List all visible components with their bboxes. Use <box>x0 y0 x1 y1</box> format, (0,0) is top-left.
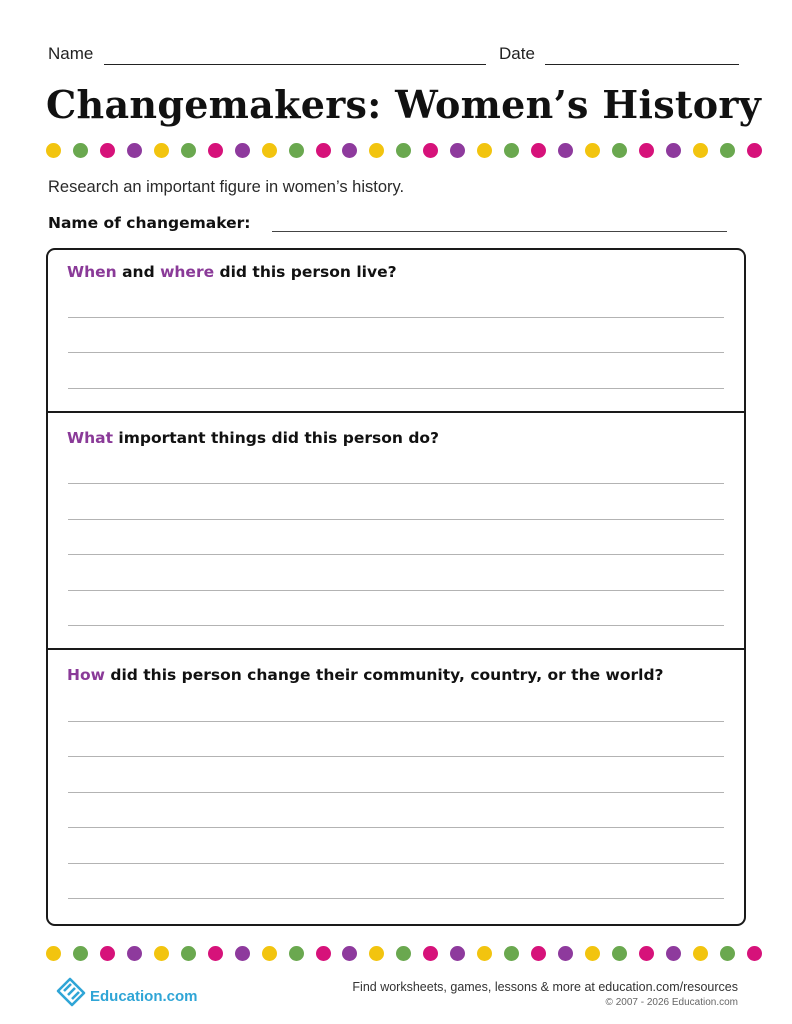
decorative-dot <box>558 946 573 961</box>
decorative-dot <box>73 946 88 961</box>
decorative-dot <box>127 946 142 961</box>
decorative-dot <box>127 143 142 158</box>
answer-line[interactable] <box>68 625 724 626</box>
decorative-dot <box>154 143 169 158</box>
education-logo-text: Education.com <box>90 988 198 1005</box>
answer-line[interactable] <box>68 827 724 828</box>
decorative-dots-bottom <box>46 946 748 962</box>
decorative-dot <box>73 143 88 158</box>
decorative-dot <box>720 143 735 158</box>
section-divider <box>48 648 744 650</box>
answer-line[interactable] <box>68 721 724 722</box>
decorative-dot <box>531 946 546 961</box>
answer-line[interactable] <box>68 863 724 864</box>
page-title: Changemakers: Women’s History <box>46 82 762 127</box>
answer-line[interactable] <box>68 590 724 591</box>
decorative-dot <box>369 143 384 158</box>
decorative-dot <box>477 946 492 961</box>
answer-line[interactable] <box>68 352 724 353</box>
changemaker-label: Name of changemaker: <box>48 214 251 232</box>
decorative-dot <box>100 143 115 158</box>
name-label: Name <box>48 44 94 63</box>
decorative-dot <box>289 946 304 961</box>
decorative-dot <box>342 946 357 961</box>
decorative-dot <box>289 143 304 158</box>
question-text: important things did this person do? <box>113 429 440 447</box>
decorative-dot <box>46 143 61 158</box>
decorative-dot <box>235 143 250 158</box>
question-highlight: How <box>67 666 105 684</box>
decorative-dot <box>720 946 735 961</box>
answer-line[interactable] <box>68 898 724 899</box>
decorative-dot <box>342 143 357 158</box>
question-text: did this person live? <box>214 263 397 281</box>
decorative-dot <box>585 946 600 961</box>
answer-line[interactable] <box>68 554 724 555</box>
answer-line[interactable] <box>68 388 724 389</box>
question-text: and <box>116 263 161 281</box>
section-divider <box>48 411 744 413</box>
decorative-dot <box>423 946 438 961</box>
decorative-dot <box>477 143 492 158</box>
decorative-dot <box>639 946 654 961</box>
changemaker-field-line[interactable] <box>272 231 727 232</box>
decorative-dot <box>316 143 331 158</box>
answer-line[interactable] <box>68 483 724 484</box>
intro-text: Research an important figure in women’s history. <box>48 178 405 196</box>
question-text: did this person change their community, country, or the world? <box>104 666 664 684</box>
decorative-dot <box>423 143 438 158</box>
date-field-line[interactable] <box>545 64 739 65</box>
decorative-dot <box>666 946 681 961</box>
footer-copyright: © 2007 - 2026 Education.com <box>605 997 738 1008</box>
decorative-dot <box>504 946 519 961</box>
decorative-dot <box>154 946 169 961</box>
decorative-dot <box>585 143 600 158</box>
decorative-dot <box>262 946 277 961</box>
decorative-dot <box>612 143 627 158</box>
decorative-dot <box>693 143 708 158</box>
question-highlight: What <box>67 429 114 447</box>
decorative-dot <box>262 143 277 158</box>
decorative-dot <box>181 946 196 961</box>
decorative-dot <box>235 946 250 961</box>
decorative-dot <box>747 946 762 961</box>
decorative-dot <box>612 946 627 961</box>
decorative-dot <box>639 143 654 158</box>
decorative-dot <box>693 946 708 961</box>
name-field-line[interactable] <box>104 64 486 65</box>
decorative-dot <box>208 143 223 158</box>
decorative-dot <box>396 946 411 961</box>
decorative-dot <box>181 143 196 158</box>
question-highlight: When <box>67 263 117 281</box>
answer-line[interactable] <box>68 317 724 318</box>
decorative-dot <box>747 143 762 158</box>
decorative-dot <box>531 143 546 158</box>
question-box <box>46 248 746 926</box>
question-how <box>67 666 664 684</box>
decorative-dot <box>666 143 681 158</box>
answer-line[interactable] <box>68 519 724 520</box>
decorative-dot <box>46 946 61 961</box>
name-date-row <box>48 44 748 68</box>
decorative-dot <box>504 143 519 158</box>
decorative-dot <box>450 946 465 961</box>
answer-line[interactable] <box>68 792 724 793</box>
decorative-dot <box>100 946 115 961</box>
decorative-dot <box>369 946 384 961</box>
decorative-dot <box>316 946 331 961</box>
decorative-dot <box>396 143 411 158</box>
footer-resources-text: Find worksheets, games, lessons & more at education.com/resources <box>352 980 738 994</box>
date-label: Date <box>499 44 535 63</box>
question-what <box>67 429 439 447</box>
decorative-dot <box>208 946 223 961</box>
decorative-dot <box>558 143 573 158</box>
question-when-where <box>67 263 397 281</box>
education-logo-icon <box>54 973 88 1007</box>
answer-line[interactable] <box>68 756 724 757</box>
decorative-dots-top <box>46 143 748 159</box>
decorative-dot <box>450 143 465 158</box>
question-highlight: where <box>160 263 215 281</box>
